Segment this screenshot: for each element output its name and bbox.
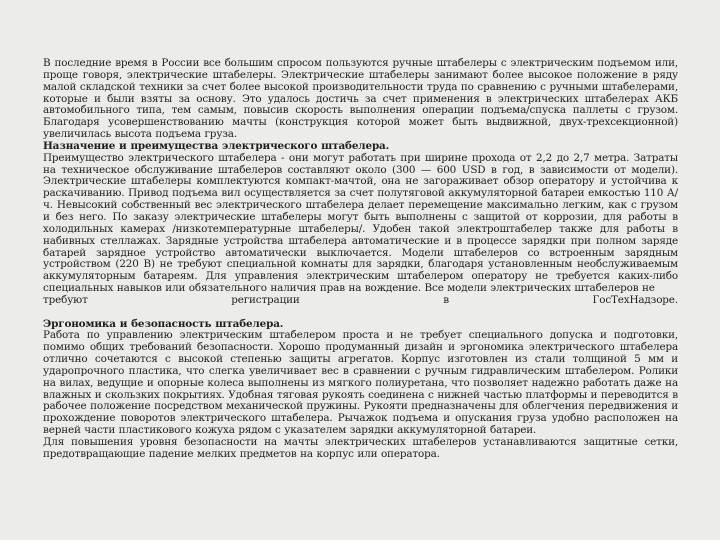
document-body	[43, 58, 678, 461]
ergonomics-heading: Эргономика и безопасность штабелера.	[43, 317, 284, 330]
intro-paragraph: В последние время в России все большим спросом пользуются ручные штабелеры с электрическим подъемом или, проще говоря, электрические штабелеры. Электрические штабелеры занимают более высокое положение в ряду малой складской техники за счет более высокой производительности труда по сравнению с ручными штабелерами, которые и были взяты за основу. Это удалось достичь за счет применения в электрических штабелерах АКБ автомобильного типа, тем самым, повысив скорость выполнения операции подъема/спуска паллеты с грузом. Благодаря усовершенствованию мачты (конструкция которой может быть выдвижной, двух-трехсекционной) увеличилась высота подъема груза.	[43, 57, 678, 141]
purpose-paragraph: Преимущество электрического штабелера - они могут работать при ширине прохода от 2,2 до 2,7 метра. Затраты на техническое обслуживание штабелеров составляют около (300 — 600 USD в год, в зависимости от модели). Электрические штабелеры комплектуются компакт-мачтой, она не загораживает обзор оператору и устойчива к раскачиванию. Привод подъема вил осуществляется за счет полутяговой аккумуляторной батареи емкостью 110 А/ч. Невысокий собственный вес электрического штабелера делает перемещение максимально легким, как с грузом и без него. По заказу электрические штабелеры могут быть выполнены с защитой от коррозии, для работы в холодильных камерах /низкотемпературные штабелеры/. Удобен такой электроштабелер также для работы в набивных стеллажах. Зарядные устройства штабелера автоматические и в процессе зарядки при полном заряде батарей зарядное устройство автоматически выключается. Модели штабелеров со встроенным зарядным устройством (220 В) не требуют специальной комнаты для зарядки, благодаря установленным необслуживаемым аккумуляторным батареям. Для управления электрическим штабелером оператору не требуется каких-либо специальных навыков или обязательного наличия прав на вождение. Все модели электрических штабелеров не	[43, 151, 678, 295]
safety-paragraph: Для повышения уровня безопасности на мачты электрических штабелеров устанавливаются защитные сетки, предотвращающие падение мелких предметов на корпус или оператора.	[43, 436, 678, 460]
last-line-word: требуют	[43, 293, 88, 306]
last-line-word: в	[443, 293, 449, 306]
last-line-word: регистрации	[231, 293, 300, 306]
ergonomics-paragraph: Работа по управлению электрическим штабелером проста и не требует специального допуска и подготовки, помимо общих требований безопасности. Хорошо продуманный дизайн и эргономика электрического штабелера отлично сочетаются с высокой степенью защиты агрегатов. Корпус изготовлен из стали толщиной 5 мм и ударопрочного пластика, что слегка увеличивает вес в сравнении с ручным гидравлическим штабелером. Ролики на вилах, ведущие и опорные колеса выполнены из мягкого полиуретана, что позволяет надежно работать даже на влажных и скользких покрытиях. Удобная тяговая рукоять соединена с нижней частью платформы и переводится в рабочее положение посредством механической пружины. Рукояти предназначены для облегчения передвижения и прохождение поворотов электрического штабелера. Рычажок подъема и опускания груза удобно расположен на верней части пластикового кожуха рядом с указателем зарядки аккумуляторной батареи.	[43, 329, 678, 437]
purpose-heading: Назначение и преимущества электрического штабелера.	[43, 139, 390, 152]
purpose-paragraph-last-line	[43, 295, 678, 307]
last-line-word: ГосТехНадзоре.	[592, 293, 678, 306]
